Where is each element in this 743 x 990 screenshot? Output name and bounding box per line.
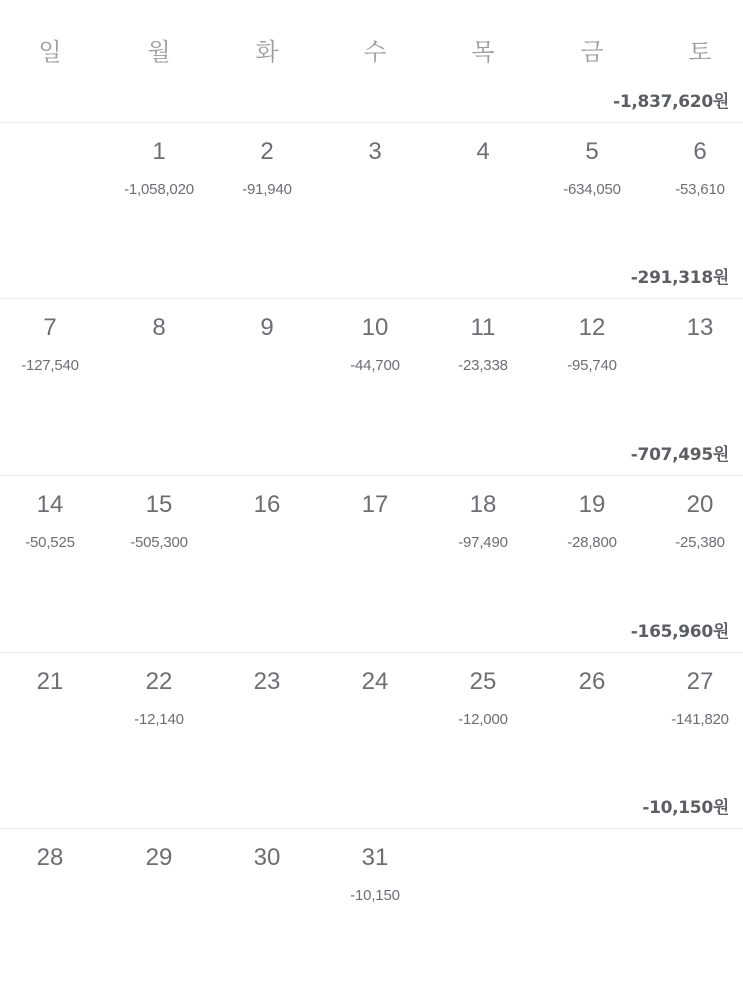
day-cell[interactable] <box>105 138 213 248</box>
day-cell[interactable] <box>213 844 321 954</box>
day-amount: -50,525 <box>25 534 75 551</box>
week-total: -165,960원 <box>630 622 729 642</box>
day-cell[interactable] <box>213 491 321 601</box>
day-cell[interactable] <box>0 668 104 778</box>
day-cell[interactable] <box>538 314 646 424</box>
day-number: 27 <box>686 668 714 695</box>
day-number: 6 <box>693 138 707 165</box>
day-number: 11 <box>470 314 496 341</box>
day-number: 8 <box>152 314 166 341</box>
day-number: 23 <box>253 668 281 695</box>
day-amount: -23,338 <box>458 357 508 374</box>
day-cell[interactable] <box>429 314 537 424</box>
day-cell[interactable] <box>213 314 321 424</box>
week-row <box>0 620 743 797</box>
day-cell[interactable] <box>646 491 743 601</box>
day-number: 26 <box>578 668 606 695</box>
day-number: 17 <box>361 491 389 518</box>
day-amount: -53,610 <box>675 181 725 198</box>
day-cell[interactable] <box>321 138 429 248</box>
day-number: 2 <box>260 138 274 165</box>
day-number: 20 <box>686 491 714 518</box>
day-cell[interactable] <box>105 668 213 778</box>
weekday-wednesday: 수 <box>363 38 387 66</box>
day-number: 24 <box>361 668 389 695</box>
day-cell[interactable] <box>321 844 429 954</box>
day-amount: -91,940 <box>242 181 292 198</box>
day-number: 18 <box>469 491 497 518</box>
day-number: 13 <box>686 314 714 341</box>
day-number: 4 <box>476 138 490 165</box>
day-cell[interactable] <box>321 491 429 601</box>
day-cell[interactable] <box>321 668 429 778</box>
weekday-monday: 월 <box>147 38 171 66</box>
day-cell[interactable] <box>105 491 213 601</box>
day-number: 22 <box>145 668 173 695</box>
week-total: -291,318원 <box>630 268 729 288</box>
weekday-header <box>0 0 743 86</box>
day-number: 19 <box>578 491 606 518</box>
day-amount: -127,540 <box>21 357 79 374</box>
weekday-thursday: 목 <box>471 38 495 66</box>
day-cell[interactable] <box>646 668 743 778</box>
day-cell[interactable] <box>538 138 646 248</box>
day-amount: -634,050 <box>563 181 621 198</box>
week-divider <box>0 652 743 653</box>
day-amount: -1,058,020 <box>124 181 194 198</box>
day-amount: -10,150 <box>350 887 400 904</box>
week-total: -10,150원 <box>642 798 729 818</box>
day-cell[interactable] <box>429 491 537 601</box>
day-amount: -44,700 <box>350 357 400 374</box>
day-number: 29 <box>145 844 173 871</box>
day-amount: -28,800 <box>567 534 617 551</box>
day-amount: -97,490 <box>458 534 508 551</box>
day-amount: -25,380 <box>675 534 725 551</box>
day-cell[interactable] <box>429 138 537 248</box>
week-total: -1,837,620원 <box>613 92 729 112</box>
day-amount: -12,000 <box>458 711 508 728</box>
day-amount: -12,140 <box>134 711 184 728</box>
week-row <box>0 796 743 973</box>
day-number: 1 <box>152 138 166 165</box>
day-number: 15 <box>145 491 173 518</box>
day-cell[interactable] <box>538 491 646 601</box>
day-number: 30 <box>253 844 281 871</box>
day-cell[interactable] <box>646 138 743 248</box>
week-divider <box>0 298 743 299</box>
day-number: 31 <box>361 844 389 871</box>
week-divider <box>0 828 743 829</box>
day-cell[interactable] <box>0 491 104 601</box>
day-number: 7 <box>43 314 57 341</box>
weekday-sunday: 일 <box>38 38 62 66</box>
day-amount: -95,740 <box>567 357 617 374</box>
weekday-friday: 금 <box>580 38 604 66</box>
day-cell[interactable] <box>213 668 321 778</box>
day-number: 5 <box>585 138 599 165</box>
weekday-saturday: 토 <box>688 38 712 66</box>
day-cell[interactable] <box>0 844 104 954</box>
day-number: 16 <box>253 491 281 518</box>
week-total: -707,495원 <box>630 445 729 465</box>
week-row <box>0 443 743 620</box>
day-number: 12 <box>578 314 606 341</box>
day-cell[interactable] <box>538 668 646 778</box>
week-row <box>0 266 743 443</box>
day-number: 10 <box>361 314 389 341</box>
week-divider <box>0 475 743 476</box>
day-cell[interactable] <box>646 314 743 424</box>
day-number: 25 <box>469 668 497 695</box>
week-row <box>0 90 743 267</box>
day-amount: -505,300 <box>130 534 188 551</box>
day-amount: -141,820 <box>671 711 729 728</box>
day-number: 21 <box>36 668 64 695</box>
week-divider <box>0 122 743 123</box>
day-cell[interactable] <box>105 844 213 954</box>
day-cell[interactable] <box>429 668 537 778</box>
day-cell[interactable] <box>213 138 321 248</box>
day-number: 3 <box>368 138 382 165</box>
day-number: 28 <box>36 844 64 871</box>
day-cell[interactable] <box>321 314 429 424</box>
day-number: 9 <box>260 314 274 341</box>
day-cell[interactable] <box>0 314 104 424</box>
day-number: 14 <box>36 491 64 518</box>
weekday-tuesday: 화 <box>255 38 279 66</box>
day-cell[interactable] <box>105 314 213 424</box>
